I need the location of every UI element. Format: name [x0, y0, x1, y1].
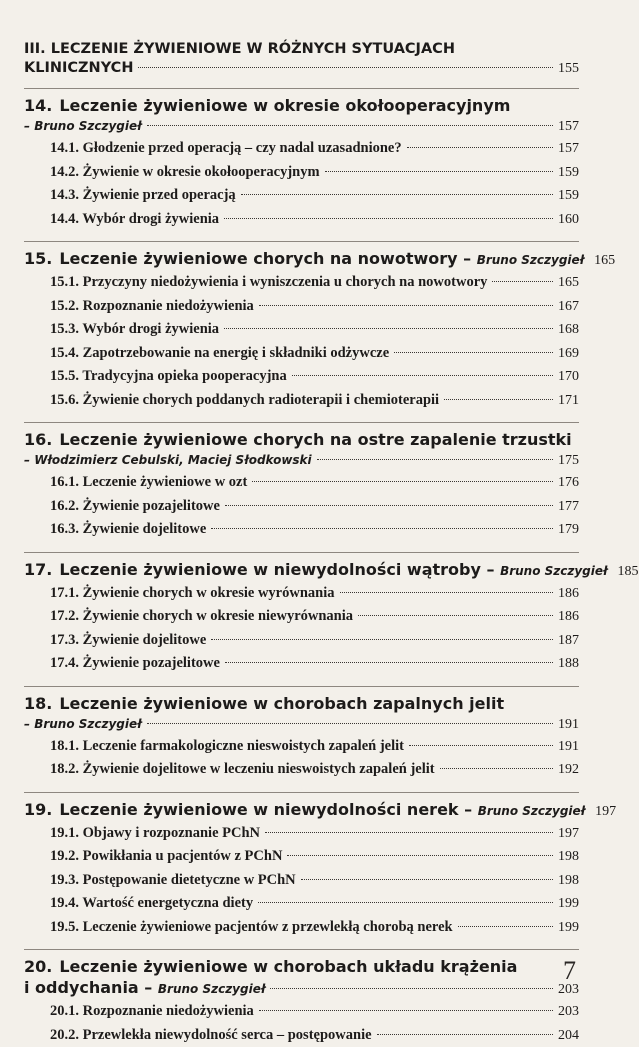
chapter-page: 185 — [618, 561, 639, 582]
chapter-title — [24, 95, 579, 116]
section-entry — [24, 892, 579, 916]
section-label: 14.2. Żywienie w okresie okołooperacyjnym — [50, 161, 320, 185]
section-page: 203 — [558, 1000, 579, 1024]
chapter-title — [24, 429, 579, 450]
section-label: 15.3. Wybór drogi żywienia — [50, 318, 219, 342]
section-entry — [24, 582, 579, 606]
leader-dots — [211, 528, 553, 529]
chapter-entry — [24, 241, 579, 412]
section-entry — [24, 652, 579, 676]
section-entry — [24, 629, 579, 653]
part-page: 155 — [558, 59, 579, 78]
chapter-title-text: Leczenie żywieniowe w chorobach zapalnych jelit — [59, 694, 504, 713]
section-page: 191 — [558, 735, 579, 759]
leader-dots — [301, 879, 553, 880]
section-page: 198 — [558, 845, 579, 869]
section-label: 15.4. Zapotrzebowanie na energię i składniki odżywcze — [50, 342, 389, 366]
chapter-entry — [24, 949, 579, 1047]
section-label: 16.2. Żywienie pozajelitowe — [50, 495, 220, 519]
section-label: 19.5. Leczenie żywieniowe pacjentów z przewlekłą chorobą nerek — [50, 916, 453, 940]
chapter-title-row — [24, 799, 579, 822]
section-label: 17.3. Żywienie dojelitowe — [50, 629, 206, 653]
leader-dots — [287, 855, 553, 856]
section-label: 17.4. Żywienie pozajelitowe — [50, 652, 220, 676]
chapter-author-name: Bruno Szczygieł — [34, 119, 141, 133]
chapter-author: – Włodzimierz Cebulski, Maciej Słodkowski — [24, 450, 312, 471]
section-page: 176 — [558, 471, 579, 495]
section-entry — [24, 518, 579, 542]
leader-dots — [138, 67, 553, 68]
leader-dots — [147, 723, 553, 724]
leader-dots — [224, 328, 553, 329]
chapter-title-text: Leczenie żywieniowe w okresie okołooperacyjnym — [59, 96, 510, 115]
leader-dots — [292, 375, 553, 376]
section-page: 160 — [558, 208, 579, 232]
section-entry — [24, 342, 579, 366]
chapter-title-text: Leczenie żywieniowe chorych na nowotwory — [59, 249, 457, 268]
section-page: 197 — [558, 822, 579, 846]
chapter-title-text: Leczenie żywieniowe chorych na ostre zapalenie trzustki — [59, 430, 571, 449]
section-entry — [24, 758, 579, 782]
part-heading — [24, 40, 579, 78]
section-page: 170 — [558, 365, 579, 389]
chapter-author-name: Bruno Szczygieł — [158, 982, 265, 996]
section-entry — [24, 1000, 579, 1024]
leader-dots — [224, 218, 553, 219]
leader-dots — [225, 662, 553, 663]
section-entry — [24, 916, 579, 940]
leader-dots — [492, 281, 553, 282]
leader-dots — [270, 988, 553, 989]
table-of-contents — [24, 40, 579, 1047]
chapter-number: 19. — [24, 800, 52, 819]
section-entry — [24, 471, 579, 495]
leader-dots — [147, 125, 553, 126]
leader-dots — [265, 832, 553, 833]
part-title-line1: III. LECZENIE ŻYWIENIOWE W RÓŻNYCH SYTUACJACH — [24, 40, 579, 59]
leader-dots — [409, 745, 553, 746]
chapter-entry — [24, 686, 579, 782]
section-page: 177 — [558, 495, 579, 519]
leader-dots — [325, 171, 553, 172]
chapter-title-row — [24, 559, 579, 582]
section-entry — [24, 869, 579, 893]
author-row — [24, 714, 579, 735]
chapter-title-text: Leczenie żywieniowe w niewydolności nerek — [59, 800, 458, 819]
leader-dots — [211, 639, 553, 640]
section-entry — [24, 822, 579, 846]
chapter-page: 197 — [595, 801, 616, 822]
section-label: 19.1. Objawy i rozpoznanie PChN — [50, 822, 260, 846]
section-page: 157 — [558, 137, 579, 161]
section-label: 14.4. Wybór drogi żywienia — [50, 208, 219, 232]
section-page: 171 — [558, 389, 579, 413]
section-page: 187 — [558, 629, 579, 653]
chapter-title-row — [24, 977, 579, 1000]
chapter-number: 16. — [24, 430, 52, 449]
section-label: 20.2. Przewlekła niewydolność serca – postępowanie — [50, 1024, 372, 1047]
section-entry — [24, 318, 579, 342]
section-page: 188 — [558, 652, 579, 676]
section-page: 167 — [558, 295, 579, 319]
chapter-title-line2: i oddychania – Bruno Szczygieł — [24, 977, 265, 1000]
section-entry — [24, 295, 579, 319]
section-label: 16.1. Leczenie żywieniowe w ozt — [50, 471, 247, 495]
chapter-number: 15. — [24, 249, 52, 268]
chapter-title-row — [24, 248, 579, 271]
chapter-title-text: Leczenie żywieniowe w chorobach układu krążenia — [59, 957, 517, 976]
section-page: 204 — [558, 1024, 579, 1047]
section-label: 15.2. Rozpoznanie niedożywienia — [50, 295, 254, 319]
section-page: 198 — [558, 869, 579, 893]
section-page: 168 — [558, 318, 579, 342]
section-label: 19.2. Powikłania u pacjentów z PChN — [50, 845, 282, 869]
section-entry — [24, 271, 579, 295]
section-entry — [24, 184, 579, 208]
section-page: 199 — [558, 916, 579, 940]
chapter-page: 175 — [558, 450, 579, 471]
section-page: 165 — [558, 271, 579, 295]
chapter-title-text-2: i oddychania — [24, 978, 139, 997]
chapter-entry — [24, 552, 579, 676]
chapter-author-name: Bruno Szczygieł — [34, 717, 141, 731]
leader-dots — [394, 352, 553, 353]
section-label: 14.1. Głodzenie przed operacją – czy nadal uzasadnione? — [50, 137, 402, 161]
chapter-title — [24, 956, 579, 977]
chapter-page: 157 — [558, 116, 579, 137]
chapter-title — [24, 693, 579, 714]
chapter-number: 17. — [24, 560, 52, 579]
section-page: 186 — [558, 582, 579, 606]
section-label: 18.2. Żywienie dojelitowe w leczeniu nieswoistych zapaleń jelit — [50, 758, 435, 782]
leader-dots — [252, 481, 553, 482]
section-entry — [24, 495, 579, 519]
chapter-author: – Bruno Szczygieł — [24, 116, 142, 137]
section-label: 15.1. Przyczyny niedożywienia i wyniszczenia u chorych na nowotwory — [50, 271, 487, 295]
section-entry — [24, 605, 579, 629]
section-entry — [24, 389, 579, 413]
chapter-page: 191 — [558, 714, 579, 735]
chapter-author-name: Bruno Szczygieł — [477, 253, 584, 267]
leader-dots — [377, 1034, 553, 1035]
section-label: 16.3. Żywienie dojelitowe — [50, 518, 206, 542]
section-label: 17.1. Żywienie chorych w okresie wyrównania — [50, 582, 335, 606]
chapter-title: 19. Leczenie żywieniowe w niewydolności nerek – Bruno Szczygieł — [24, 799, 585, 822]
section-page: 179 — [558, 518, 579, 542]
chapter-title: 17. Leczenie żywieniowe w niewydolności wątroby – Bruno Szczygieł — [24, 559, 608, 582]
page-number: 7 — [563, 956, 576, 986]
section-label: 19.4. Wartość energetyczna diety — [50, 892, 253, 916]
leader-dots — [259, 1010, 553, 1011]
section-page: 199 — [558, 892, 579, 916]
leader-dots — [241, 194, 553, 195]
chapter-title-text: Leczenie żywieniowe w niewydolności wątroby — [59, 560, 481, 579]
leader-dots — [440, 768, 553, 769]
chapter-author-name: Bruno Szczygieł — [478, 804, 585, 818]
leader-dots — [358, 615, 553, 616]
leader-dots — [340, 592, 554, 593]
chapter-entry — [24, 88, 579, 231]
chapter-number: 14. — [24, 96, 52, 115]
chapter-entry — [24, 422, 579, 542]
part-title-line2: KLINICZNYCH — [24, 59, 133, 78]
chapter-author-name: Włodzimierz Cebulski, Maciej Słodkowski — [34, 453, 311, 467]
section-label: 18.1. Leczenie farmakologiczne nieswoistych zapaleń jelit — [50, 735, 404, 759]
section-label: 20.1. Rozpoznanie niedożywienia — [50, 1000, 254, 1024]
chapter-list — [24, 88, 579, 1047]
section-label: 14.3. Żywienie przed operacją — [50, 184, 236, 208]
section-page: 169 — [558, 342, 579, 366]
section-entry — [24, 208, 579, 232]
author-row — [24, 450, 579, 471]
section-entry — [24, 1024, 579, 1047]
chapter-author: – Bruno Szczygieł — [24, 714, 142, 735]
leader-dots — [225, 505, 553, 506]
section-label: 19.3. Postępowanie dietetyczne w PChN — [50, 869, 296, 893]
section-label: 15.6. Żywienie chorych poddanych radioterapii i chemioterapii — [50, 389, 439, 413]
leader-dots — [444, 399, 553, 400]
chapter-number: 20. — [24, 957, 52, 976]
leader-dots — [458, 926, 553, 927]
author-row — [24, 116, 579, 137]
leader-dots — [407, 147, 553, 148]
chapter-page: 203 — [558, 979, 579, 1000]
section-entry — [24, 845, 579, 869]
section-page: 192 — [558, 758, 579, 782]
section-entry — [24, 735, 579, 759]
chapter-entry — [24, 792, 579, 940]
leader-dots — [258, 902, 553, 903]
chapter-number: 18. — [24, 694, 52, 713]
chapter-page: 165 — [594, 250, 615, 271]
section-entry — [24, 161, 579, 185]
leader-dots — [317, 459, 553, 460]
section-entry — [24, 365, 579, 389]
section-label: 17.2. Żywienie chorych w okresie niewyrównania — [50, 605, 353, 629]
section-page: 186 — [558, 605, 579, 629]
chapter-title: 15. Leczenie żywieniowe chorych na nowotwory – Bruno Szczygieł — [24, 248, 584, 271]
chapter-author-name: Bruno Szczygieł — [500, 564, 607, 578]
section-label: 15.5. Tradycyjna opieka pooperacyjna — [50, 365, 287, 389]
section-entry — [24, 137, 579, 161]
section-page: 159 — [558, 184, 579, 208]
leader-dots — [259, 305, 553, 306]
section-page: 159 — [558, 161, 579, 185]
